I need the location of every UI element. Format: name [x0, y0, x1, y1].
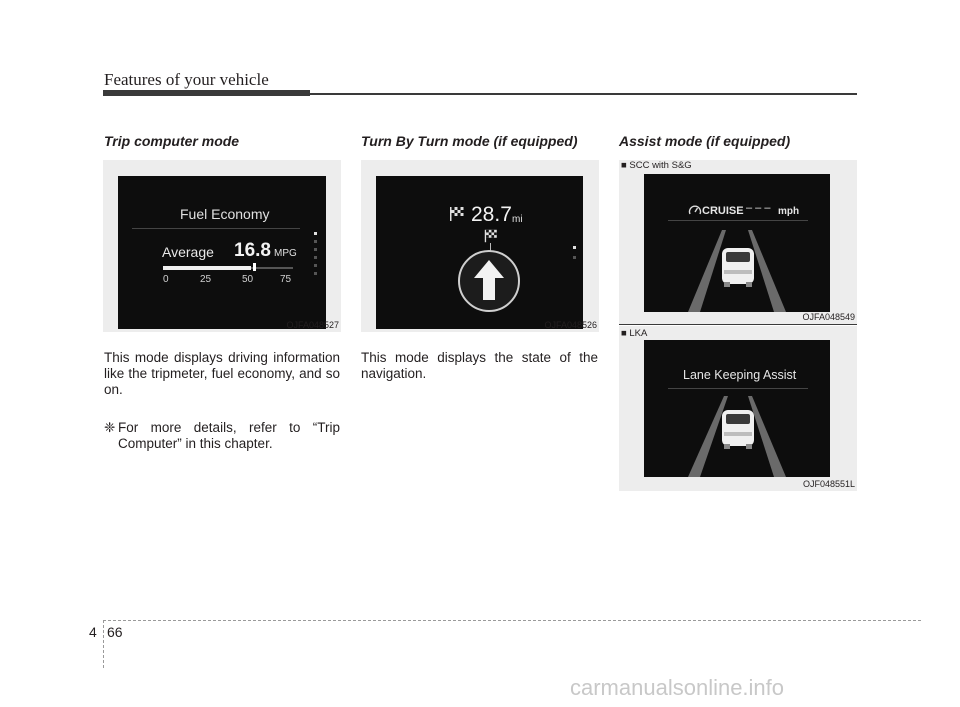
- lka-screen: [644, 340, 830, 477]
- chapter-number: 4: [89, 624, 97, 640]
- cruise-gauge-icon: [688, 204, 702, 216]
- page-dot: [314, 240, 317, 243]
- average-label: Average: [162, 244, 214, 260]
- lane-road-graphic: [644, 222, 830, 312]
- lka-figure-code: OJF048551L: [802, 479, 855, 489]
- page-number: 66: [107, 624, 123, 640]
- vehicle-icon: [722, 410, 754, 449]
- lka-label: ■ LKA: [621, 328, 648, 339]
- trip-figure-code: OJFA048527: [286, 320, 339, 330]
- header-rule-thin: [310, 93, 857, 95]
- fuel-bar-fill: [163, 266, 251, 270]
- vehicle-icon: [722, 248, 754, 287]
- note-symbol: ❈: [104, 420, 116, 435]
- tbt-figure: [361, 160, 599, 332]
- page-dot-active: [314, 232, 317, 235]
- trip-screen: [118, 176, 326, 329]
- scc-screen: [644, 174, 830, 312]
- footer-rule: [103, 620, 921, 621]
- fuel-bar-marker: [253, 263, 256, 271]
- page-dot: [314, 256, 317, 259]
- scale-tick-0: 0: [163, 274, 169, 285]
- screen-divider: [668, 388, 808, 389]
- page-dot: [314, 272, 317, 275]
- tbt-screen: [376, 176, 583, 329]
- assist-divider: [619, 324, 857, 325]
- trip-figure: [103, 160, 341, 332]
- page-dot: [573, 256, 576, 259]
- watermark: carmanualsonline.info: [570, 675, 785, 700]
- page-dot-active: [573, 246, 576, 249]
- cruise-unit: mph: [778, 206, 800, 217]
- scc-figure-code: OJFA048549: [802, 312, 855, 322]
- tbt-section-title: Turn By Turn mode (if equipped): [361, 133, 578, 149]
- average-unit: MPG: [274, 248, 297, 259]
- tbt-figure-code: OJFA048526: [544, 320, 597, 330]
- scale-tick-75: 75: [280, 274, 292, 285]
- assist-section-title: Assist mode (if equipped): [619, 133, 791, 149]
- tbt-body-text: This mode displays the state of the navigation.: [361, 350, 598, 381]
- header-title: Features of your vehicle: [104, 70, 269, 89]
- trip-body-text: This mode displays driving information like the tripmeter, fuel economy, and so on.: [104, 350, 340, 397]
- trip-note: [104, 420, 340, 452]
- distance-unit: mi: [512, 214, 523, 225]
- route-flag-icon: [483, 228, 499, 244]
- destination-flag-icon: [448, 206, 466, 222]
- page-dot: [314, 264, 317, 267]
- lka-title: Lane Keeping Assist: [683, 368, 797, 382]
- scale-tick-25: 25: [200, 274, 212, 285]
- screen-divider: [132, 228, 300, 229]
- lane-road-graphic: [644, 390, 830, 477]
- average-value: 16.8: [234, 240, 271, 261]
- screen-divider: [668, 220, 808, 221]
- scale-tick-50: 50: [242, 274, 254, 285]
- lka-figure: [619, 326, 857, 491]
- cruise-speed-dashes: – – –: [746, 202, 771, 214]
- footer-divider: [103, 620, 104, 668]
- distance-value: 28.7: [471, 203, 512, 226]
- trip-section-title: Trip computer mode: [104, 133, 240, 149]
- trip-note-text: For more details, refer to “Trip Computer” in this chapter.: [118, 420, 340, 451]
- page-dot: [314, 248, 317, 251]
- fuel-economy-title: Fuel Economy: [180, 206, 270, 222]
- header-rule-thick: [103, 90, 310, 96]
- scc-label: ■ SCC with S&G: [621, 160, 692, 171]
- cruise-label: CRUISE: [702, 205, 744, 217]
- scc-figure: [619, 160, 857, 324]
- straight-arrow-icon: [456, 248, 522, 314]
